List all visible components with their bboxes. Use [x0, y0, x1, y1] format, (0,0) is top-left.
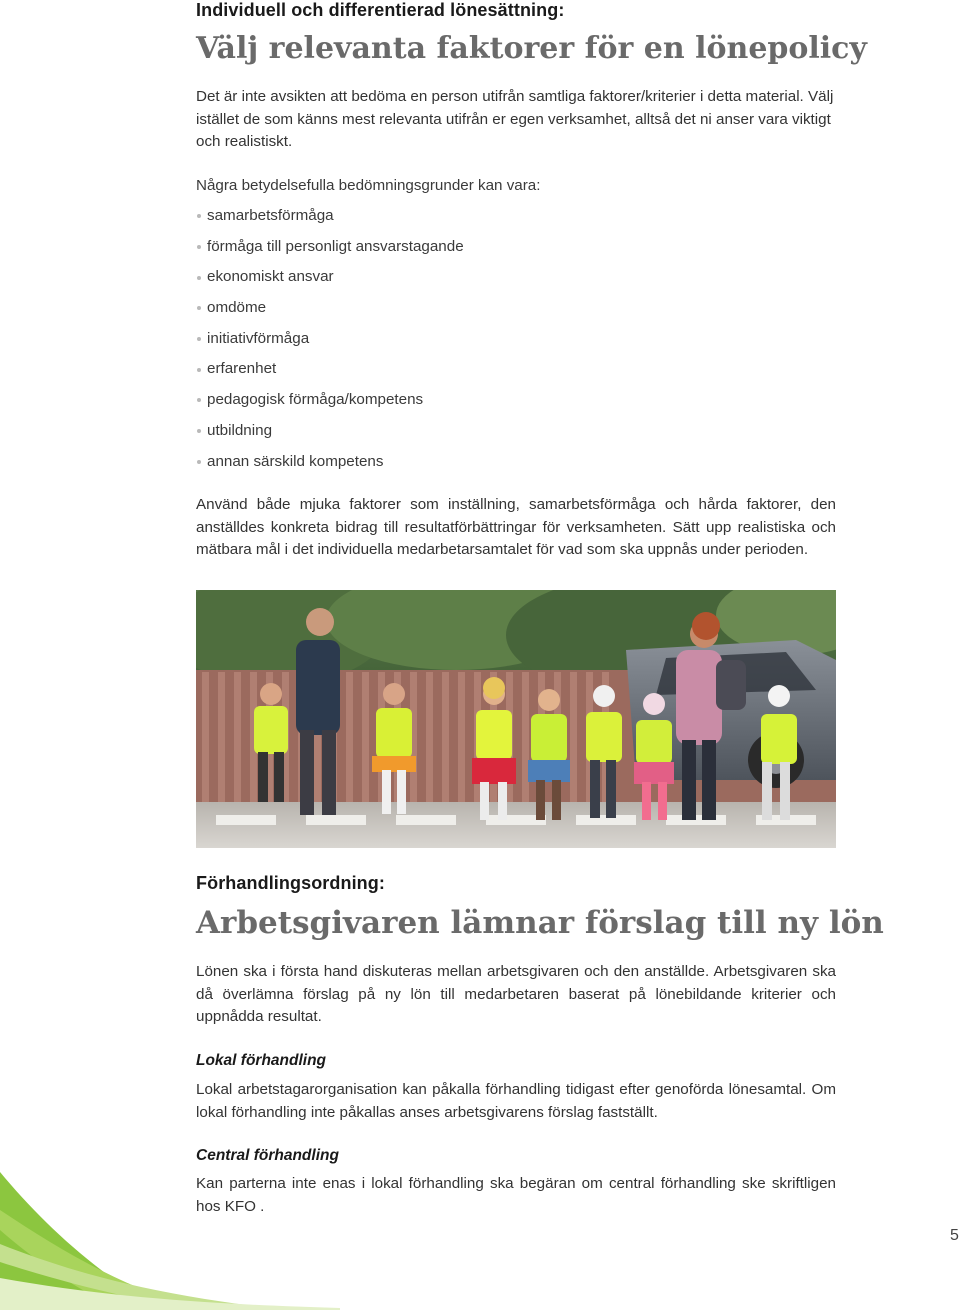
bullet-icon	[197, 398, 201, 402]
list-item: samarbetsförmåga	[196, 201, 464, 232]
section-kicker: Förhandlingsordning:	[196, 873, 385, 893]
list-item: ekonomiskt ansvar	[196, 262, 464, 293]
criteria-list	[196, 201, 464, 477]
bullet-icon	[197, 429, 201, 433]
list-item: omdöme	[196, 293, 464, 324]
bullet-icon	[197, 368, 201, 372]
list-item: annan särskild kompetens	[196, 447, 464, 478]
children-crossing-photo	[196, 590, 836, 848]
section-kicker: Individuell och differentierad lönesättning:	[196, 0, 565, 20]
bullet-icon	[197, 214, 201, 218]
central-negotiation-heading: Central förhandling	[196, 1147, 339, 1164]
bullet-icon	[197, 276, 201, 280]
section-heading: Arbetsgivaren lämnar förslag till ny lön	[196, 905, 884, 941]
local-negotiation-text: Lokal arbetstagarorganisation kan påkalla förhandling tidigast efter genoförda lönesamtal. Om lokal förhandling inte påkallas anses arbetsgivarens förslag fastställt.	[196, 1081, 836, 1121]
list-item: utbildning	[196, 416, 464, 447]
bullet-icon	[197, 306, 201, 310]
criteria-intro: Några betydelsefulla bedömningsgrunder kan vara:	[196, 177, 541, 194]
bullet-icon	[197, 460, 201, 464]
list-item: erfarenhet	[196, 354, 464, 385]
local-negotiation-heading: Lokal förhandling	[196, 1052, 327, 1069]
list-item: förmåga till personligt ansvarstagande	[196, 232, 464, 263]
page-number: 5	[950, 1227, 959, 1244]
central-negotiation-text: Kan parterna inte enas i lokal förhandling ska begäran om central förhandling ske skriftligen hos KFO .	[196, 1175, 836, 1215]
closing-paragraph: Använd både mjuka faktorer som inställning, samarbetsförmåga och hårda faktorer, den anställdes konkreta bidrag till resultatförbättringar för verksamheten. Sätt upp realistiska och mätbara mål i det individuella medarbetarsamtalet för vad som ska uppnås under perioden.	[196, 496, 836, 558]
intro-paragraph: Det är inte avsikten att bedöma en person utifrån samtliga faktorer/kriterier i detta material. Välj istället de som känns mest relevanta utifrån er egen verksamhet, alltså det ni anser vara viktigt och realistiskt.	[196, 88, 834, 150]
bullet-icon	[197, 337, 201, 341]
section-heading: Välj relevanta faktorer för en lönepolicy	[196, 31, 867, 66]
list-item: pedagogisk förmåga/kompetens	[196, 385, 464, 416]
negotiation-intro-paragraph: Lönen ska i första hand diskuteras mellan arbetsgivaren och den anställde. Arbetsgivaren ska då överlämna förslag på ny lön till medarbetaren baserat på lönebildande kriterier och uppnådda resultat.	[196, 963, 836, 1025]
bullet-icon	[197, 245, 201, 249]
list-item: initiativförmåga	[196, 324, 464, 355]
green-swoosh-decoration	[0, 1150, 340, 1310]
